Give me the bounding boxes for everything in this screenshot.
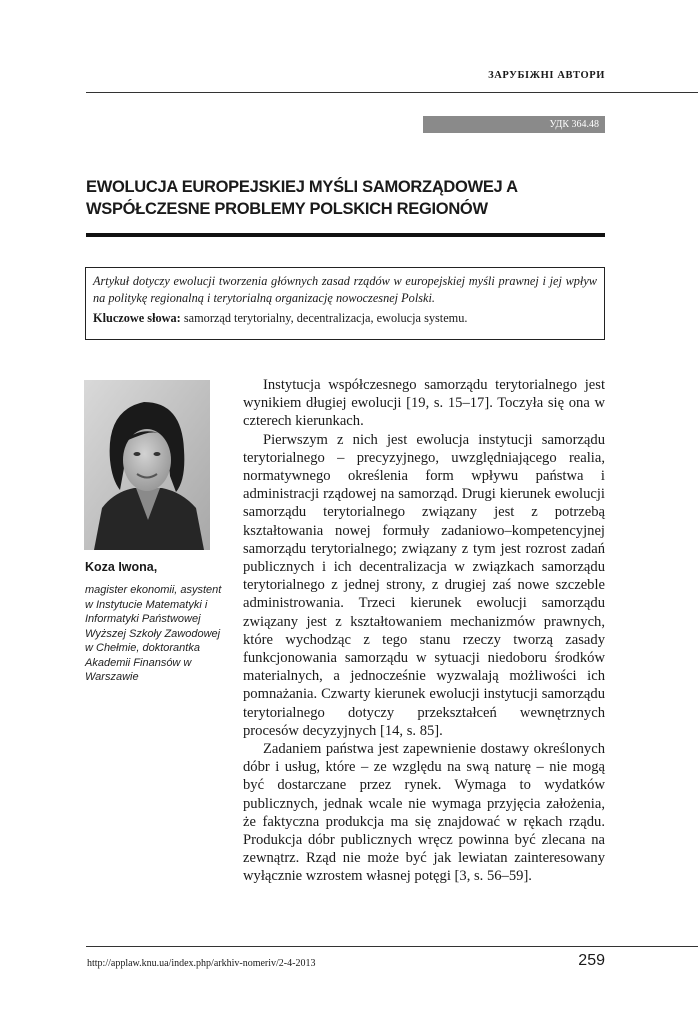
paragraph-3: Zadaniem państwa jest zapewnienie dostawy określonych dóbr i usług, które – ze względu na swą naturę – nie mogą być dostarczane przez rynek. Wymaga to wydatków publicznych, jednak wcale nie wymaga przyjęcia założenia, że faktyczna produkcja ma się znajdować w rękach rządu. Produkcja dóbr publicznych wręcz powinna być zlecana na zewnątrz. Rząd nie może być jak lewiatan zainteresowany wyłącznie wzrostem własnej potęgi [3, s. 56–59]. (243, 741, 605, 885)
abstract-text: Artykuł dotyczy ewolucji tworzenia głównych zasad rządów w europejskiej myśli prawnej i jej wpływ na politykę regionalną i terytorialną organizację nowoczesnej Polski. (93, 274, 597, 305)
footer-url[interactable]: http://applaw.knu.ua/index.php/arkhiv-nomeriv/2-4-2013 (87, 958, 316, 969)
page-number: 259 (578, 952, 605, 969)
top-divider (86, 92, 698, 93)
keywords-label: Kluczowe słowa: (93, 311, 181, 325)
article-title (86, 176, 606, 220)
title-divider (86, 233, 605, 237)
article-body (243, 376, 605, 886)
keywords (93, 310, 597, 327)
title-line-1: EWOLUCJA EUROPEJSKIEJ MYŚLI SAMORZĄDOWEJ A (86, 178, 518, 196)
footer-divider (86, 946, 698, 947)
author-photo (84, 380, 210, 550)
section-title: ЗАРУБІЖНІ АВТОРИ (488, 70, 605, 81)
paragraph-2: Pierwszym z nich jest ewolucja instytucji samorządu terytorialnego – precyzyjnego, uwzględniającego realia, normatywnego określenia form wpływu państwa i administracji rządowej na samorząd. Drugi kierunek ewolucji samorządu terytorialnego związany jest z potrzebą kształtowania nowej formuły zadaniowo–kompetencyjnej samorządu terytorialnego; związany z tym jest rozrost zadań publicznych i ich decentralizacja w związkach samorządu terytorialnego z jednej strony, z drugiej zaś nowe szczeble administrowania. Trzeci kierunek ewolucji samorządu związany jest z kształtowaniem mechanizmów prawnych, które wychodząc z tego stanu rzeczy tworzą zasady funkcjonowania samorządu w sytuacji niedoboru środków materialnych, a jednocześnie wyzwalają możliwości ich pomnażania. Czwarty kierunek ewolucji instytucji samorządu terytorialnego dotyczy przekształceń wewnętrznych procesów decyzyjnych [14, s. 85]. (243, 431, 605, 739)
abstract-box (85, 267, 605, 340)
keywords-values: samorząd terytorialny, decentralizacja, ewolucja systemu. (183, 311, 468, 325)
author-name: Koza Iwona, (85, 560, 158, 574)
title-line-2: WSPÓŁCZESNE PROBLEMY POLSKICH REGIONÓW (86, 200, 488, 218)
author-affiliation: magister ekonomii, asystent w Instytucie Matematyki i Informatyki Państwowej Wyższej Szkoły Zawodowej w Chełmie, doktorantka Akademii Finansów w Warszawie (85, 584, 222, 683)
udk-badge: УДК 364.48 (423, 116, 605, 133)
paragraph-1: Instytucja współczesnego samorządu terytorialnego jest wynikiem długiej ewolucji [19, s. 15–17]. Toczyła się ona w czterech kierunkach. (243, 377, 605, 430)
